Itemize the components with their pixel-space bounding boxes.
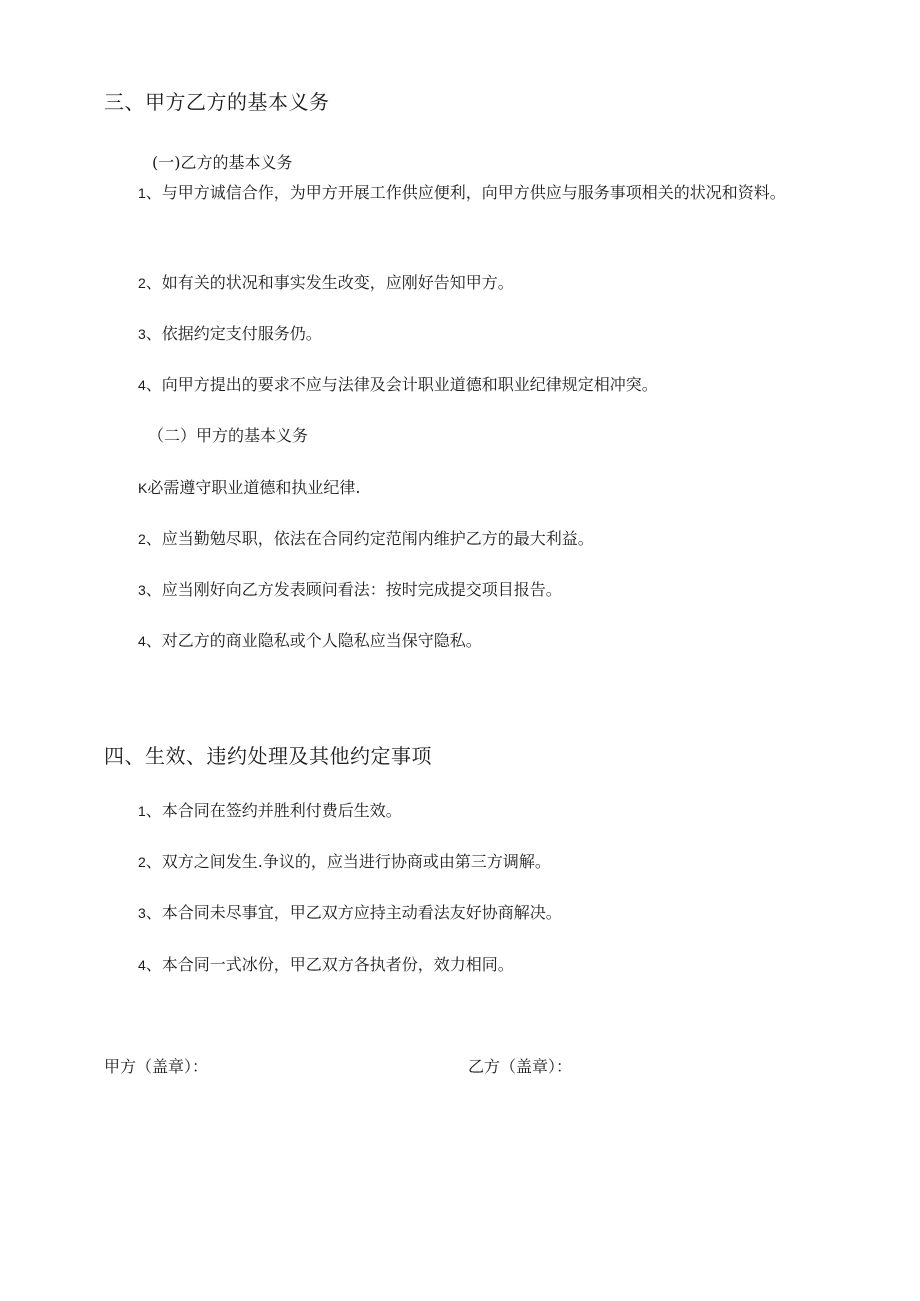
item-number: 2 bbox=[138, 531, 146, 547]
item-text: 、双方之间发生.争议的，应当进行协商或由第三方调解。 bbox=[145, 852, 551, 871]
sub1-item-4 bbox=[138, 372, 658, 395]
sub2-item-4 bbox=[138, 628, 482, 651]
item-number: 4 bbox=[138, 957, 146, 973]
sub1-item-2 bbox=[138, 270, 514, 293]
item-text: 、应当刚好向乙方发表顾问看法：按时完成提交项目报告。 bbox=[145, 580, 562, 599]
item-text: 、本合同一式冰份，甲乙双方各执者份，效力相同。 bbox=[145, 955, 514, 974]
item-number: 1 bbox=[138, 803, 146, 819]
sec4-item-2 bbox=[138, 849, 551, 872]
sub1-item-3 bbox=[138, 321, 322, 344]
item-number: 3 bbox=[138, 326, 146, 342]
subsection-2-title: （二）甲方的基本义务 bbox=[148, 426, 309, 445]
item-text: 、本合同未尽事宜，甲乙双方应持主动看法友好协商解决。 bbox=[145, 903, 562, 922]
item-number: 4 bbox=[138, 377, 146, 393]
item-number: 2 bbox=[138, 854, 146, 870]
party-b-seal-label: 乙方（盖章）： bbox=[468, 1057, 573, 1076]
sec4-item-1 bbox=[138, 798, 402, 821]
sec4-item-3 bbox=[138, 900, 562, 923]
item-number: K bbox=[138, 480, 148, 496]
sub2-item-3 bbox=[138, 577, 562, 600]
item-number: 1 bbox=[138, 185, 146, 201]
item-text: 、依据约定支付服务仍。 bbox=[145, 324, 322, 343]
subsection-1-title: (一)乙方的基本义务 bbox=[152, 153, 293, 172]
item-text: 、如有关的状况和事实发生改变，应刚好告知甲方。 bbox=[145, 273, 514, 292]
section-4-title: 四、生效、违约处理及其他约定事项 bbox=[104, 744, 432, 768]
sub2-item-2 bbox=[138, 526, 594, 549]
item-number: 4 bbox=[138, 633, 146, 649]
item-number: 3 bbox=[138, 905, 146, 921]
section-3-title: 三、甲方乙方的基本义务 bbox=[104, 90, 330, 114]
party-a-seal-label: 甲方（盖章）： bbox=[104, 1057, 209, 1076]
item-number: 2 bbox=[138, 275, 146, 291]
item-text: 、本合同在签约并胜利付费后生效。 bbox=[145, 801, 402, 820]
item-text: 、应当勤勉尽职，依法在合同约定范闱内维护乙方的最大利益。 bbox=[145, 529, 594, 548]
item-text: 、向甲方提出的要求不应与法律及会计职业道德和职业纪律规定相冲突。 bbox=[145, 375, 658, 394]
item-number: 3 bbox=[138, 582, 146, 598]
item-text: 必需遵守职业道德和执业纪律. bbox=[147, 478, 361, 497]
item-text: 、与甲方诚信合作，为甲方开展工作供应便利，向甲方供应与服务事项相关的状况和资料。 bbox=[145, 183, 786, 202]
sub1-item-1 bbox=[104, 177, 810, 209]
sub2-item-1 bbox=[138, 475, 360, 498]
item-text: 、对乙方的商业隐私或个人隐私应当保守隐私。 bbox=[145, 631, 482, 650]
sec4-item-4 bbox=[138, 952, 514, 975]
